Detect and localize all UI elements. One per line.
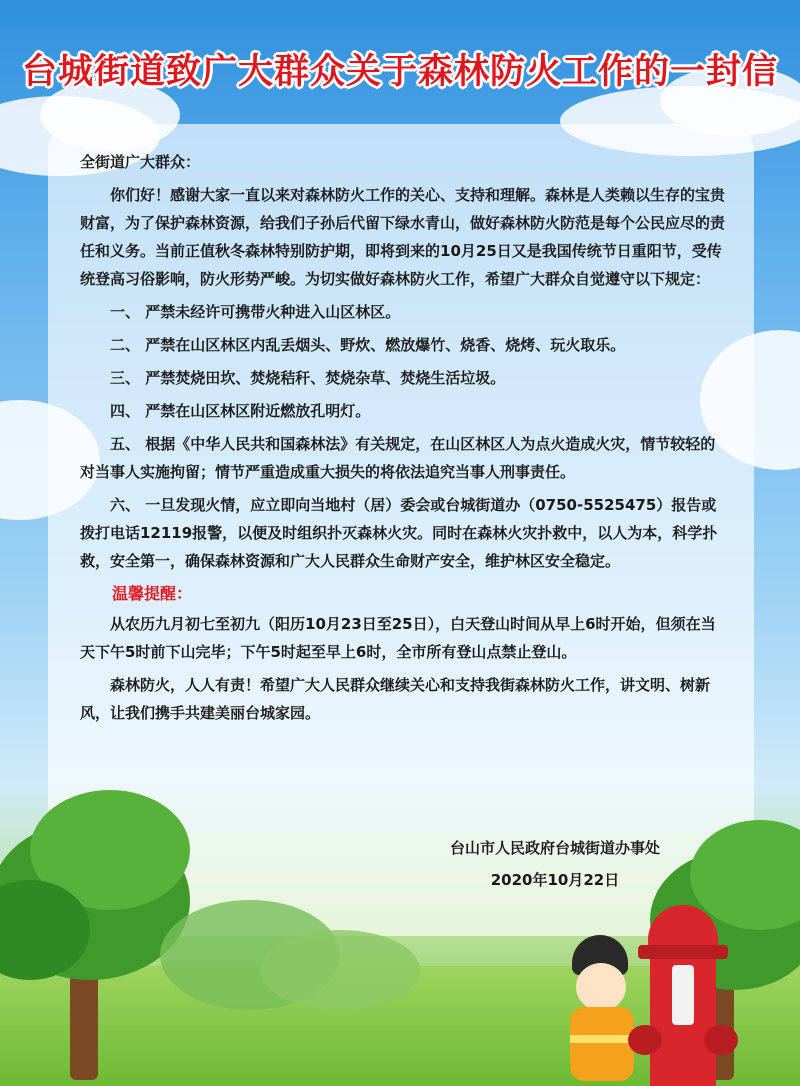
- tip-text: 从农历九月初七至初九（阳历10月23日至25日），白天登山时间从早上6时开始，但须在当天下午5时前下山完毕；下午5时起至早上6时，全市所有登山点禁止登山。: [80, 615, 716, 661]
- intro-paragraph: 你们好！感谢大家一直以来对森林防火工作的关心、支持和理解。森林是人类赖以生存的宝贵财富，为了保护森林资源，给我们子孙后代留下绿水青山，做好森林防火防范是每个公民应尽的责任和义务。当前正值秋冬森林特别防护期，即将到来的10月25日又是我国传统节日重阳节，受传统登高习俗影响，防火形势严峻。为切实做好森林防火工作，希望广大群众自觉遵守以下规定：: [80, 186, 726, 288]
- rule-item: 一、 严禁未经许可携带火种进入山区林区。: [110, 303, 401, 321]
- date: 2020年10月22日: [490, 871, 620, 889]
- rule-item: 四、 严禁在山区林区附近燃放孔明灯。: [110, 402, 371, 420]
- rule-item: 六、 一旦发现火情，应立即向当地村（居）委会或台城街道办（0750-5525475）报告或拨打电话12119报警，以便及时组织扑灭森林火灾。同时在森林火灾扑救中，以人为本，科学扑救，安全第一，确保森林资源和广大人民群众生命财产安全，维护林区安全稳定。: [80, 496, 718, 570]
- page-title: 台城街道致广大群众关于森林防火工作的一封信: [21, 51, 778, 92]
- letter-body: [80, 148, 728, 732]
- signature: 台山市人民政府台城街道办事处: [449, 839, 660, 857]
- fire-hydrant-icon: [628, 905, 738, 1086]
- rule-item: 五、 根据《中华人民共和国森林法》有关规定，在山区林区人为点火造成火灾，情节较轻的对当事人实施拘留；情节严重造成重大损失的将依法追究当事人刑事责任。: [80, 435, 716, 481]
- closing-paragraph: 森林防火，人人有责！希望广大人民群众继续关心和支持我街森林防火工作，讲文明、树新风，让我们携手共建美丽台城家园。: [80, 676, 711, 722]
- rule-item: 三、 严禁焚烧田坎、焚烧秸秆、焚烧杂草、焚烧生活垃圾。: [110, 369, 506, 387]
- rule-item: 二、 严禁在山区林区内乱丢烟头、野炊、燃放爆竹、烧香、烧烤、玩火取乐。: [110, 336, 626, 354]
- signature-block: [420, 832, 690, 896]
- tip-heading: 温馨提醒：: [112, 584, 193, 603]
- salutation: 全街道广大群众：: [80, 153, 201, 171]
